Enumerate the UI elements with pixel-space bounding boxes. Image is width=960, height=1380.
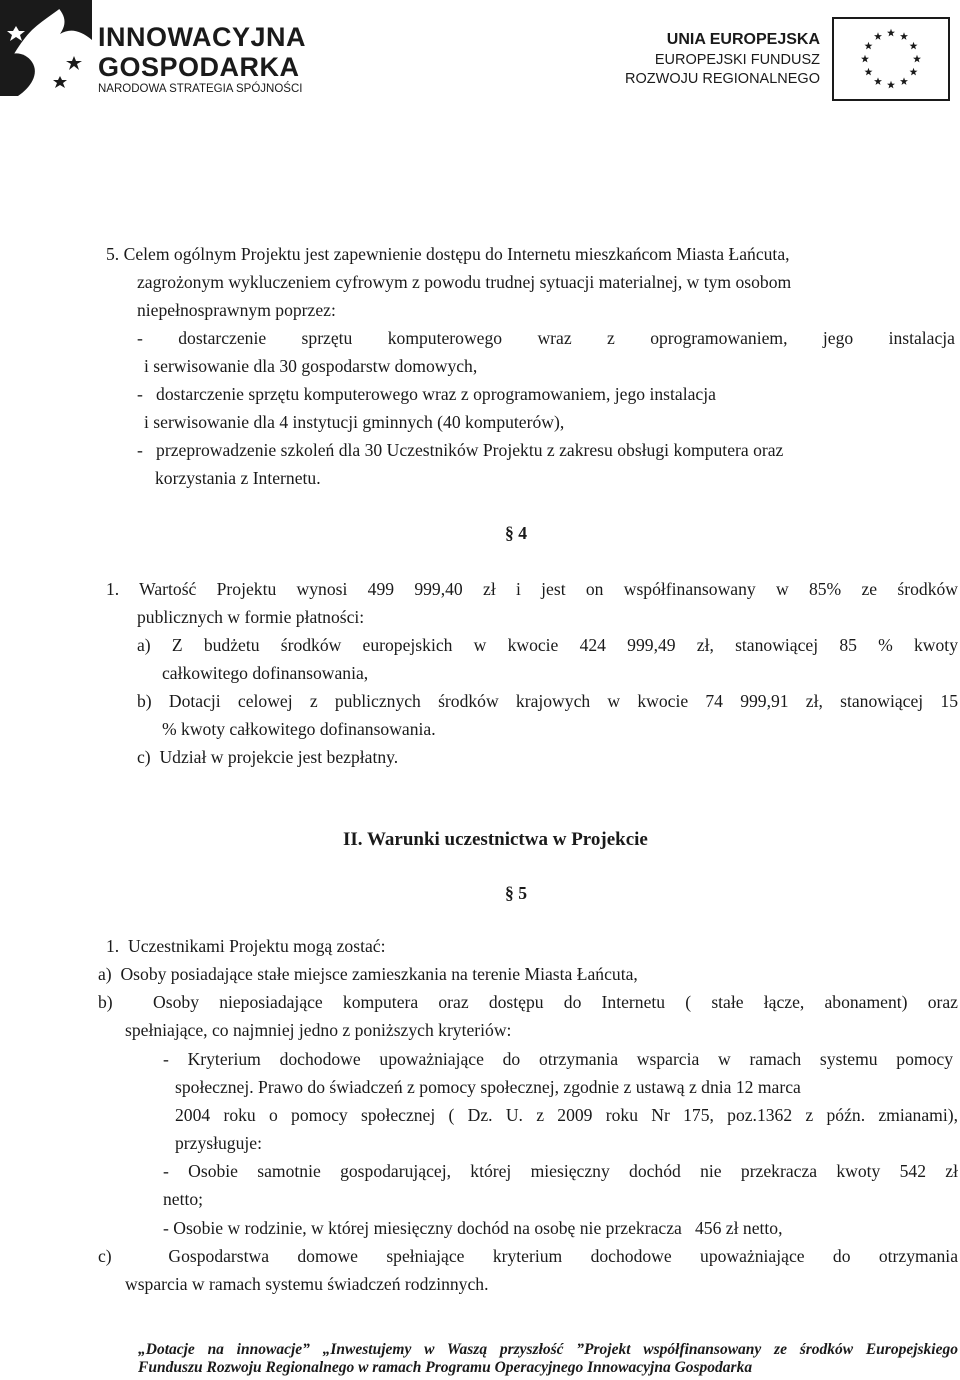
chapter-title: II. Warunki uczestnictwa w Projekcie [343,829,648,850]
eu-logo-line2: EUROPEJSKI FUNDUSZ [654,52,820,68]
section-heading-5: § 5 [505,883,527,903]
s5-line1: 5. Celem ogólnym Projektu jest zapewnienie dostępu do Internetu mieszkańcom Miasta Łańcuta, [106,244,790,264]
p5-b-line2: spełniające, co najmniej jedno z poniższych kryteriów: [125,1020,512,1040]
s5-line2: zagrożonym wykluczeniem cyfrowym z powodu trudnej sytuacji materialnej, w tym osobom [137,272,792,292]
p5-k1-line1: - Kryterium dochodowe upoważniające do otrzymania wsparcia w ramach systemu pomocy [163,1049,953,1069]
logo-line-innowacyjna: INNOWACYJNA [98,22,307,52]
innowacyjna-gospodarka-logo [0,0,340,100]
s5-line3: niepełnosprawnym poprzez: [137,300,336,320]
logo-line-gospodarka: GOSPODARKA [98,52,300,82]
logo-line-strategia: NARODOWA STRATEGIA SPÓJNOŚCI [98,83,303,95]
s5-bullet1-line2: i serwisowanie dla 30 gospodarstw domowych, [144,356,478,376]
p4-line1: 1. Wartość Projektu wynosi 499 999,40 zł i jest on współfinansowany w 85% ze środków [106,579,958,599]
p4-a-line2: całkowitego dofinansowania, [162,663,369,683]
p5-k2-line2: netto; [163,1189,204,1209]
p5-k2-line1: - Osobie samotnie gospodarującej, której miesięczny dochód nie przekracza kwoty 542 zł [163,1161,958,1181]
p4-b-line2: % kwoty całkowitego dofinansowania. [162,719,436,739]
eu-logo-line1: UNIA EUROPEJSKA [666,31,820,48]
s5-bullet1-line1: - dostarczenie sprzętu komputerowego wraz z oprogramowaniem, jego instalacja [137,328,955,348]
stars-swirl-icon [0,0,92,96]
p5-line1: 1. Uczestnikami Projektu mogą zostać: [106,936,386,956]
p4-c-line1: c) Udział w projekcie jest bezpłatny. [137,747,399,767]
eu-logo-line3: ROZWOJU REGIONALNEGO [625,71,820,87]
p4-a-line1: a) Z budżetu środków europejskich w kwocie 424 999,49 zł, stanowiącej 85 % kwoty [137,635,958,655]
footer-line2: Funduszu Rozwoju Regionalnego w ramach Programu Operacyjnego Innowacyjna Gospodarka [138,1359,753,1376]
p5-c-line2: wsparcia w ramach systemu świadczeń rodzinnych. [125,1274,489,1294]
s5-bullet3-line1: - przeprowadzenie szkoleń dla 30 Uczestników Projektu z zakresu obsługi komputera oraz [137,440,784,460]
p5-a: a) Osoby posiadające stałe miejsce zamieszkania na terenie Miasta Łańcuta, [98,964,638,984]
p5-k1-line2: społecznej. Prawo do świadczeń z pomocy społecznej, zgodnie z ustawą z dnia 12 marca [175,1077,801,1097]
s5-bullet2-line2: i serwisowanie dla 4 instytucji gminnych (40 komputerów), [144,412,565,432]
p4-line2: publicznych w formie płatności: [137,607,365,627]
section-heading-4: § 4 [505,523,527,543]
eu-logo [600,15,960,105]
footer-line1: „Dotacje na innowacje” „Inwestujemy w Waszą przyszłość ”Projekt współfinansowany ze środków Europejskiego [138,1341,958,1358]
p5-c-line1: c) Gospodarstwa domowe spełniające kryterium dochodowe upoważniające do otrzymania [98,1246,958,1266]
p5-k1-line3: 2004 roku o pomocy społecznej ( Dz. U. z 2009 roku Nr 175, poz.1362 z późn. zmianami), [175,1105,958,1125]
p5-k1-line4: przysługuje: [175,1133,262,1153]
s5-bullet3-line2: korzystania z Internetu. [155,468,321,488]
p4-b-line1: b) Dotacji celowej z publicznych środków krajowych w kwocie 74 999,91 zł, stanowiącej 15 [137,691,958,711]
eu-flag-icon [832,17,950,101]
s5-bullet2-line1: - dostarczenie sprzętu komputerowego wraz z oprogramowaniem, jego instalacja [137,384,716,404]
p5-b-line1: b) Osoby nieposiadające komputera oraz dostępu do Internetu ( stałe łącze, abonament) oraz [98,992,958,1012]
p5-k3-line1: - Osobie w rodzinie, w której miesięczny dochód na osobę nie przekracza 456 zł netto, [163,1218,783,1238]
